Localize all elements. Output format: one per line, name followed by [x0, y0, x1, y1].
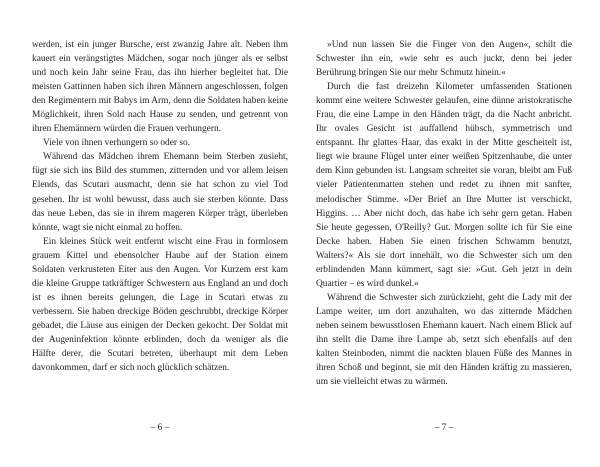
right-page — [316, 38, 572, 389]
page-number-left: – 6 – — [150, 423, 170, 433]
paragraph: »Und nun lassen Sie die Finger von den Augen«, schilt die Schwester ihn ein, »wie sehr es auch juckt, denn bei jeder Berührung bringen Sie nur mehr Schmutz hinein.« — [316, 40, 572, 79]
left-page — [32, 38, 288, 375]
paragraph: Während die Schwester sich zurückzieht, geht die Lady mit der Lampe weiter, um dort anzuhalten, wo das zitternde Mädchen neben seinem bewusstlosen Ehemann kauert. Nach einem Blick auf ihn stellt die Dame ihre Lampe ab, setzt sich ebenfalls auf den kalten Steinboden, nimmt die nackten blauen Füße des Mannes in ihren Schoß und beginnt, sie mit den Händen kräftig zu massieren, um sie vielleicht etwas zu wärmen. — [316, 292, 572, 388]
page-number-right: – 7 – — [434, 423, 454, 433]
paragraph: werden, ist ein junger Bursche, erst zwanzig Jahre alt. Neben ihm kauert ein verängstigtes Mädchen, sogar noch jünger als er selbst und noch kein Jahr seine Frau, das ihn hierher begleitet hat. Die meisten Gattinnen haben sich ihren Männern angeschlossen, folgen den Regimentern mit Babys im Arm, denn die Soldaten haben keine Möglichkeit, ihren Sold nach Hause zu senden, und getrennt von ihren Ehemännern würden die Frauen verhungern. — [32, 40, 288, 135]
paragraph: Während das Mädchen ihrem Ehemann beim Sterben zusieht, fügt sie sich ins Bild des stummen, zitternden und vor allem leisen Elends, das Scutari ausmacht, denn sie hat schon zu viel Tod gesehen. Ihr ist wohl bewusst, dass auch sie sterben könnte. Dass das neue Leben, das sie in ihrem mageren Körper trägt, überleben könnte, wagt sie nicht einmal zu hoffen. — [32, 152, 288, 233]
paragraph: Ein kleines Stück weit entfernt wischt eine Frau in formlosem grauem Kittel und ebensolcher Haube auf der Station einem Soldaten verkrusteten Eiter aus den Augen. Vor Kurzem erst kam die kleine Gruppe tatkräftiger Schwestern aus England an und doch ist es ihnen bereits gelungen, die Lage in Scutari etwas zu verbessern. Sie haben dreckige Böden geschrubbt, dreckige Körper gebadet, die Läuse aus einigen der Decken gekocht. Der Soldat mit der Augeninfektion könnte erblinden, doch da weniger als die Hälfte derer, die Scutari betreten, überhaupt mit dem Leben davonkommen, darf er sich noch glücklich schätzen. — [32, 236, 288, 374]
paragraph: Durch die fast dreizehn Kilometer umfassenden Stationen kommt eine weitere Schwester gelaufen, eine dünne aristokratische Frau, die eine Lampe in den Händen trägt, da die Nacht anbricht. Ihr ovales Gesicht ist auffallend hübsch, symmetrisch und entspannt. Ihr glattes Haar, das exakt in der Mitte gescheitelt ist, liegt wie braune Flügel unter einer weißen Spitzenhaube, die unter dem Kinn gebunden ist. Langsam schreitet sie voran, bleibt am Fuß vieler Patientenmatten stehen und redet zu ihnen mit sanfter, melodischer Stimme. »Der Brief an Ihre Mutter ist verschickt, Higgins. … Aber nicht doch, das habe ich sehr gern getan. Haben Sie heute gegessen, O'Reilly? Gut. Morgen sollte ich für Sie eine Decke haben. Haben Sie einen frischen Schwamm benutzt, Walters?« Als sie dort innehält, wo die Schwester sich um den erblindenden Mann kümmert, sagt sie: »Gut. Geh jetzt in dein Quartier – es wird dunkel.« — [316, 82, 572, 289]
paragraph: Viele von ihnen verhungern so oder so. — [43, 138, 191, 149]
